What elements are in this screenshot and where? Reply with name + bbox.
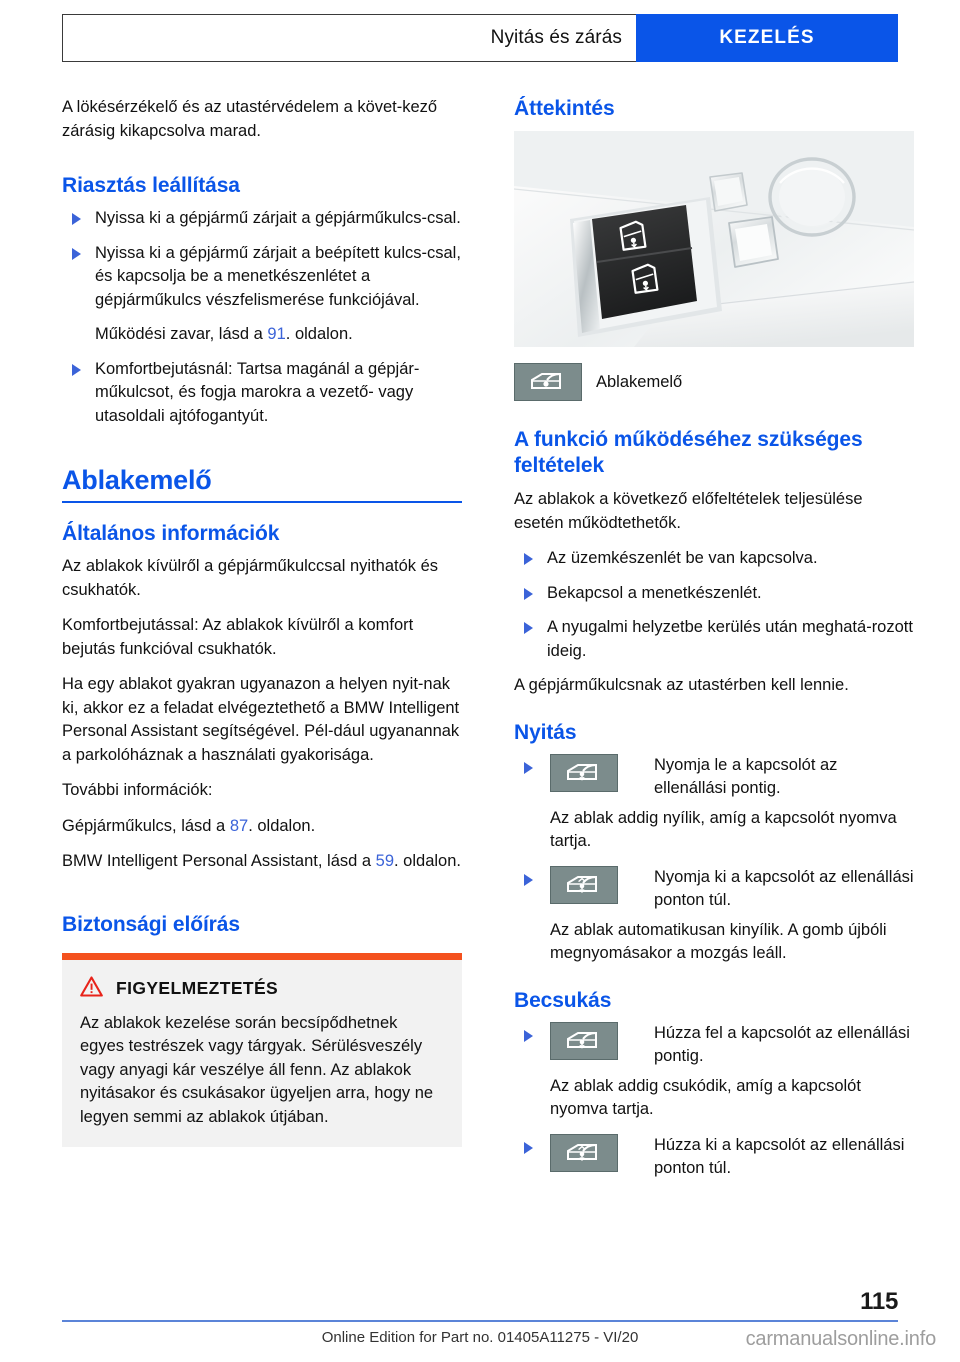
section-title: Nyitás és zárás [490, 27, 622, 48]
step-follow-text: Az ablak addig csukódik, amíg a kapcsolót nyomva tartja. [550, 1076, 861, 1118]
warning-title: FIGYELMEZTETÉS [116, 978, 279, 998]
triangle-bullet-icon [524, 588, 533, 600]
list-item-text: Nyissa ki a gépjármű zárjait a beépített kulcs-csal, és kapcsolja be a menetkészenlétet a gépjárműkulcs vészfelismerése funkciójával. [95, 243, 461, 309]
ref2-suffix: . oldalon. [394, 852, 461, 870]
spacer [62, 886, 462, 912]
triangle-bullet-icon [524, 1030, 533, 1042]
list-item-text: Nyissa ki a gépjármű zárjait a gépjárműkulcs-csal. [95, 209, 461, 227]
closing-steps-list [514, 1022, 914, 1181]
window-down-auto-icon [550, 866, 618, 904]
left-column [62, 96, 462, 1147]
window-lifter-icon [514, 363, 582, 401]
opening-steps-list [514, 754, 914, 966]
step-follow-wrapper [514, 919, 914, 966]
triangle-bullet-icon [524, 762, 533, 774]
spacer [514, 710, 914, 720]
heading-required-conditions: A funkció működéséhez szükséges feltételek [514, 428, 863, 477]
chapter-title-window-lifter: Ablakemelő [62, 465, 462, 503]
watermark: carmanualsonline.info [745, 1328, 936, 1350]
general-info-p4: További információk: [62, 781, 213, 799]
triangle-bullet-icon [72, 248, 81, 260]
list-item [514, 582, 914, 606]
chapter-tab [636, 14, 898, 62]
warning-header [80, 976, 444, 1002]
spacer [62, 155, 462, 173]
right-column [514, 96, 914, 1187]
list-item [514, 1022, 914, 1069]
page-reference[interactable]: 87 [229, 816, 249, 835]
list-item-subtext [95, 323, 462, 347]
general-info-p1: Az ablakok kívülről a gépjárműkulccsal nyithatók és csukhatók. [62, 557, 439, 599]
list-item-text: Nyomja le a kapcsolót az ellenállási pontig. [654, 755, 838, 797]
list-item [514, 866, 914, 913]
heading-opening: Nyitás [514, 720, 577, 744]
alarm-stop-list [62, 207, 462, 428]
subtext-suffix: . oldalon. [285, 325, 353, 343]
conditions-closing: A gépjárműkulcsnak az utastérben kell lennie. [514, 676, 849, 694]
page-header [62, 14, 898, 62]
page-reference[interactable]: 91 [267, 325, 286, 343]
list-item [514, 616, 914, 663]
triangle-bullet-icon [72, 213, 81, 225]
list-item [514, 754, 914, 801]
chapter-tab-label: KEZELÉS [719, 27, 815, 48]
step-follow-wrapper [514, 1075, 914, 1122]
step-follow-wrapper [514, 807, 914, 854]
subtext-prefix: Működési zavar, lásd a [95, 325, 268, 343]
window-up-icon [550, 1022, 618, 1060]
list-item-text: Bekapcsol a menetkészenlét. [547, 583, 762, 602]
warning-triangle-icon [80, 976, 103, 1002]
warning-body-text: Az ablakok kezelése során becsípődhetnek egyes testrészek vagy tárgyak. Sérülésveszély vagy anyagi kár veszélye áll fenn. Az ablakok nyitásakor és csukásakor ügyeljen arra, hogy ne legyen semmi az ablakok útjában. [80, 1013, 434, 1126]
ref2-prefix: BMW Intelligent Personal Assistant, lásd a [62, 852, 376, 870]
triangle-bullet-icon [72, 364, 81, 376]
list-item [62, 358, 462, 429]
list-item-text: Húzza ki a kapcsolót az ellenállási ponton túl. [654, 1135, 905, 1177]
list-item [514, 1134, 914, 1181]
window-down-icon [550, 754, 618, 792]
figure-caption-text: Ablakemelő [596, 372, 683, 391]
warning-box [62, 953, 462, 1148]
heading-safety-instruction: Biztonsági előírás [62, 912, 240, 936]
reference-vehicle-key [62, 815, 462, 839]
conditions-list [514, 547, 914, 663]
intro-paragraph: A lökésérzékelő és az utastérvédelem a követ-kező zárásig kikapcsolva marad. [62, 98, 438, 140]
heading-overview: Áttekintés [514, 97, 615, 120]
list-item-text: Az üzemkészenlét be van kapcsolva. [547, 549, 818, 567]
spacer [62, 439, 462, 465]
list-item [62, 207, 462, 231]
window-up-auto-icon [550, 1134, 618, 1172]
ref1-prefix: Gépjárműkulcs, lásd a [62, 816, 230, 835]
triangle-bullet-icon [524, 622, 533, 634]
heading-general-info: Általános információk [62, 522, 280, 545]
window-switch-panel-photo [514, 131, 914, 347]
list-item-text: Nyomja ki a kapcsolót az ellenállási ponton túl. [654, 867, 914, 909]
figure-caption-row [514, 363, 914, 401]
general-info-p2: Komfortbejutással: Az ablakok kívülről a komfort bejutás funkcióval csukhatók. [62, 616, 414, 658]
footer-divider [62, 1320, 898, 1322]
page-reference[interactable]: 59 [375, 852, 395, 870]
page-number: 115 [860, 1288, 898, 1315]
list-item-text: Húzza fel a kapcsolót az ellenállási pontig. [654, 1023, 910, 1065]
heading-closing: Becsukás [514, 988, 612, 1012]
reference-personal-assistant [62, 850, 462, 874]
list-item-text: A nyugalmi helyzetbe kerülés után meghatá-rozott ideig. [547, 618, 913, 660]
spacer [514, 978, 914, 988]
list-item [514, 547, 914, 571]
triangle-bullet-icon [524, 553, 533, 565]
spacer [62, 503, 462, 521]
triangle-bullet-icon [524, 874, 533, 886]
list-item [62, 242, 462, 347]
step-follow-text: Az ablak addig nyílik, amíg a kapcsolót nyomva tartja. [550, 808, 897, 850]
step-follow-text: Az ablak automatikusan kinyílik. A gomb újbóli megnyomásakor a mozgás leáll. [550, 920, 887, 962]
ref1-suffix: . oldalon. [248, 816, 316, 835]
list-item-text: Komfortbejutásnál: Tartsa magánál a gépjár-műkulcsot, és fogja marokra a vezető- vagy utasoldali ajtófogantyút. [95, 359, 420, 425]
edition-note: Online Edition for Part no. 01405A11275 - VI/20 [321, 1329, 639, 1346]
heading-alarm-stop: Riasztás leállítása [62, 174, 240, 197]
header-section-label [62, 14, 636, 62]
triangle-bullet-icon [524, 1142, 533, 1154]
general-info-p3: Ha egy ablakot gyakran ugyanazon a helyen nyit-nak ki, akkor ez a feladat elvégeztethető a BMW Intelligent Personal Assistant segítségével. Pél-dául ugyanannak a parkolóháznak a használati gyakorisága. [62, 675, 460, 764]
conditions-intro: Az ablakok a következő előfeltételek teljesülése esetén működtethetők. [514, 490, 863, 532]
